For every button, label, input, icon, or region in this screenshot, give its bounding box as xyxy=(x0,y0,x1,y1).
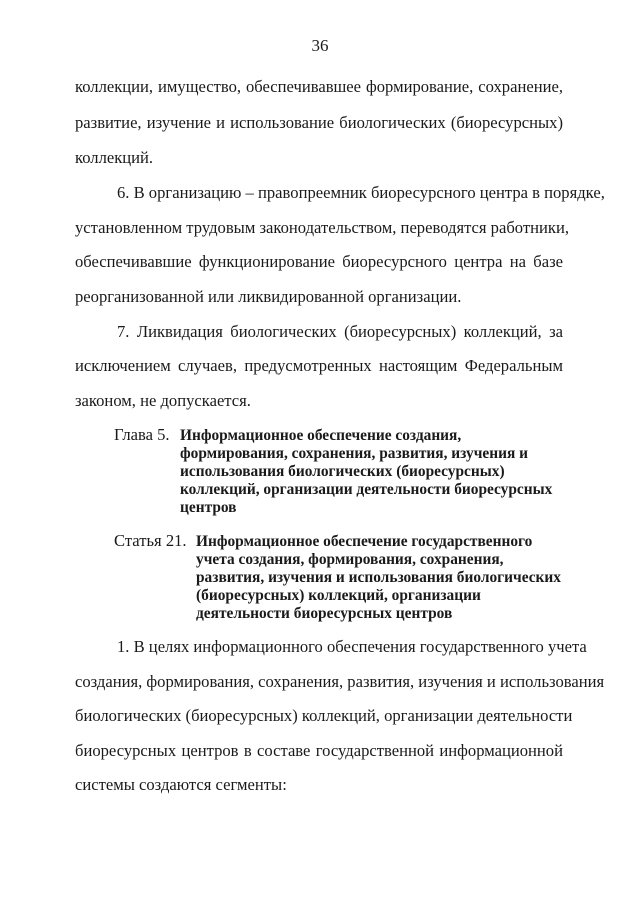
paragraph-line: обеспечивавшие функционирование биоресурсного центра на базе xyxy=(75,252,563,271)
article-title-line: Информационное обеспечение государственного xyxy=(196,533,533,550)
paragraph-line: исключением случаев, предусмотренных настоящим Федеральным xyxy=(75,356,563,375)
paragraph-line: биологических (биоресурсных) коллекций, организации деятельности xyxy=(75,706,573,725)
chapter-title-line: использования биологических (биоресурсных) xyxy=(180,463,505,480)
paragraph-line: биоресурсных центров в составе государственной информационной xyxy=(75,741,563,760)
paragraph-line: 7. Ликвидация биологических (биоресурсных) коллекций, за xyxy=(117,322,563,341)
article-title-line: деятельности биоресурсных центров xyxy=(196,605,453,622)
chapter-title-line: Информационное обеспечение создания, xyxy=(180,427,462,444)
paragraph-line: 6. В организацию – правопреемник биоресурсного центра в порядке, xyxy=(117,183,605,202)
article-title-line: (биоресурсных) коллекций, организации xyxy=(196,587,481,604)
paragraph-line: создания, формирования, сохранения, развития, изучения и использования xyxy=(75,672,605,691)
article-label: Статья 21. xyxy=(114,531,187,550)
paragraph-line: коллекций. xyxy=(75,148,154,167)
paragraph-line: законом, не допускается. xyxy=(75,391,251,410)
paragraph-line: системы создаются сегменты: xyxy=(75,775,287,794)
article-title-line: учета создания, формирования, сохранения, xyxy=(196,551,504,568)
article-title-line: развития, изучения и использования биологических xyxy=(196,569,561,586)
chapter-title-line: формирования, сохранения, развития, изучения и xyxy=(180,445,528,462)
paragraph-line: реорганизованной или ликвидированной организации. xyxy=(75,287,462,306)
chapter-label: Глава 5. xyxy=(114,425,170,444)
paragraph-line: развитие, изучение и использование биологических (биоресурсных) xyxy=(75,113,563,132)
page-number: 36 xyxy=(311,36,329,55)
chapter-title-line: коллекций, организации деятельности биоресурсных xyxy=(180,481,553,498)
chapter-title-line: центров xyxy=(180,499,237,516)
paragraph-line: установленном трудовым законодательством, переводятся работники, xyxy=(75,218,569,237)
paragraph-line: 1. В целях информационного обеспечения государственного учета xyxy=(117,637,587,656)
paragraph-line: коллекции, имущество, обеспечивавшее формирование, сохранение, xyxy=(75,77,563,96)
